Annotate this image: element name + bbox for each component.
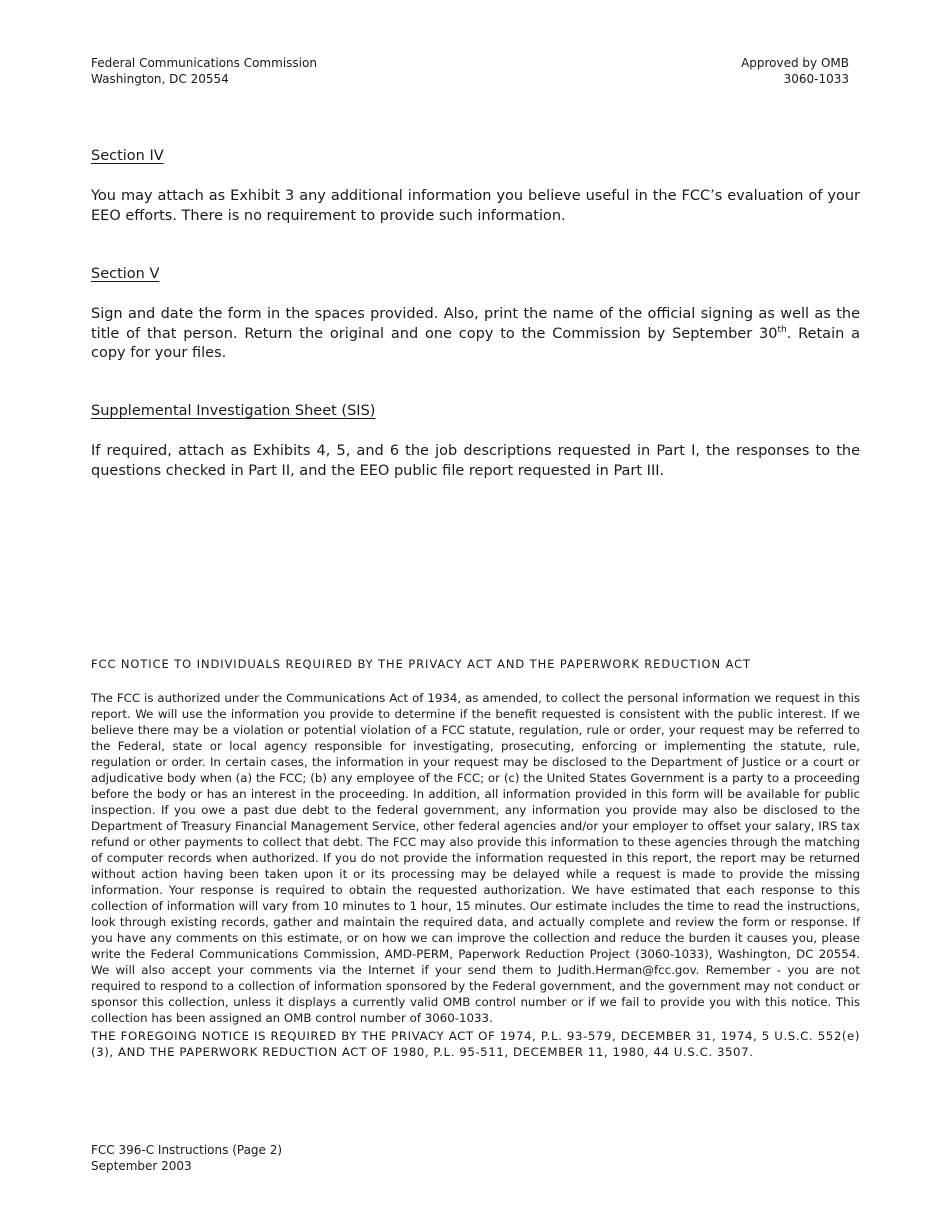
agency-address: Washington, DC 20554	[91, 72, 229, 86]
page-footer	[91, 1142, 282, 1174]
agency-name: Federal Communications Commission	[91, 56, 317, 70]
section-v-superscript: th	[777, 324, 787, 335]
sis-text: If required, attach as Exhibits 4, 5, and 6 the job descriptions requested in Part I, the responses to the questions checked in Part II, and the EEO public file report requested in Part III.	[91, 443, 860, 479]
section-v-text-main: Sign and date the form in the spaces provided. Also, print the name of the official signing as well as the title of that person. Return the original and one copy to the Commission by September 30	[91, 306, 860, 342]
section-iv-title: Section IV	[91, 148, 164, 164]
section-iv-text: You may attach as Exhibit 3 any additional information you believe useful in the FCC’s evaluation of your EEO efforts. There is no requirement to provide such information.	[91, 188, 860, 224]
section-v-text	[91, 305, 860, 364]
omb-number: 3060-1033	[783, 72, 849, 86]
section-v-text-end: . Retain a copy for your files.	[91, 325, 860, 361]
form-instructions-label: FCC 396-C Instructions (Page 2)	[91, 1143, 283, 1157]
sis-title: Supplemental Investigation Sheet (SIS)	[91, 403, 376, 419]
omb-approval: Approved by OMB	[741, 56, 849, 70]
notice-title: FCC NOTICE TO INDIVIDUALS REQUIRED BY THE PRIVACY ACT AND THE PAPERWORK REDUCTION ACT	[91, 657, 751, 671]
agency-header	[91, 55, 317, 87]
form-date: September 2003	[91, 1159, 192, 1173]
notice-foregoing: THE FOREGOING NOTICE IS REQUIRED BY THE PRIVACY ACT OF 1974, P.L. 93-579, DECEMBER 31, 1974, 5 U.S.C. 552(e)(3), AND THE PAPERWORK REDUCTION ACT OF 1980, P.L. 95-511, DECEMBER 11, 1980, 44 U.S.C. 3507.	[91, 1029, 860, 1059]
section-v-title: Section V	[91, 266, 160, 282]
omb-header	[741, 55, 849, 87]
notice-body: The FCC is authorized under the Communications Act of 1934, as amended, to collect the personal information we request in this report. We will use the information you provide to determine if the benefit requested is consistent with the public interest. If we believe there may be a violation or potential violation of a FCC statute, regulation, rule or order, your request may be referred to the Federal, state or local agency responsible for investigating, prosecuting, enforcing or implementing the statute, rule, regulation or order. In certain cases, the information in your request may be disclosed to the Department of Justice or a court or adjudicative body when (a) the FCC; (b) any employee of the FCC; or (c) the United States Government is a party to a proceeding before the body or has an interest in the proceeding. In addition, all information provided in this form will be available for public inspection. If you owe a past due debt to the federal government, any information you provide may also be disclosed to the Department of Treasury Financial Management Service, other federal agencies and/or your employer to offset your salary, IRS tax refund or other payments to collect that debt. The FCC may also provide this information to these agencies through the matching of computer records when authorized. If you do not provide the information requested in this report, the report may be returned without action having been taken upon it or its processing may be delayed while a request is made to provide the missing information. Your response is required to obtain the requested authorization. We have estimated that each response to this collection of information will vary from 10 minutes to 1 hour, 15 minutes. Our estimate includes the time to read the instructions, look through existing records, gather and maintain the required data, and actually complete and review the form or response. If you have any comments on this estimate, or on how we can improve the collection and reduce the burden it causes you, please write the Federal Communications Commission, AMD-PERM, Paperwork Reduction Project (3060-1033), Washington, DC 20554. We will also accept your comments via the Internet if your send them to Judith.Herman@fcc.gov. Remember - you are not required to respond to a collection of information sponsored by the Federal government, and the government may not conduct or sponsor this collection, unless it displays a currently valid OMB control number or if we fail to provide you with this notice. This collection has been assigned an OMB control number of 3060-1033.	[91, 691, 860, 1025]
